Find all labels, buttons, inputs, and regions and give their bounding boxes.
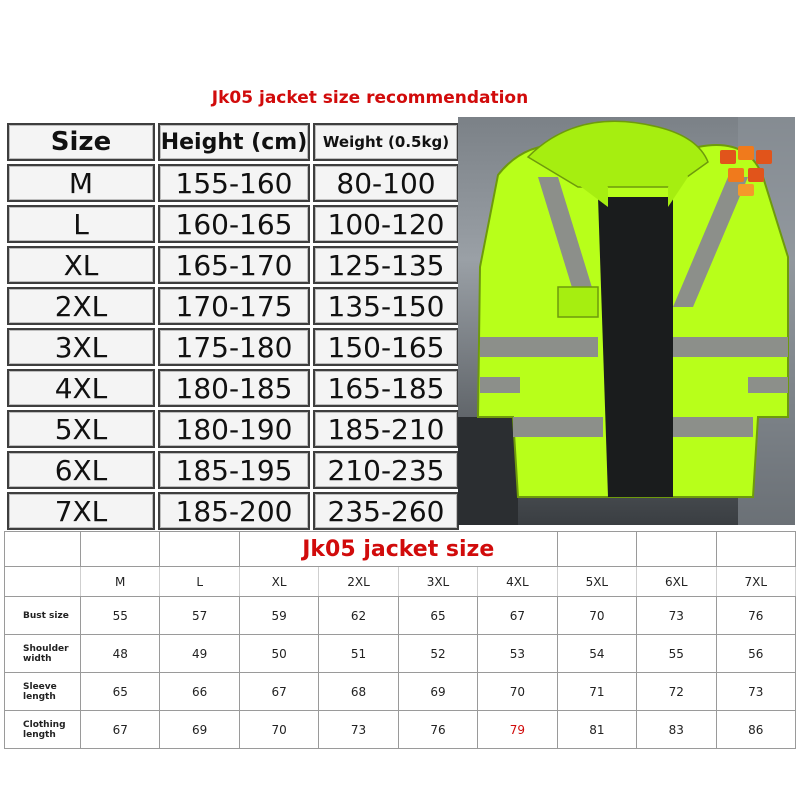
table-row [7, 451, 459, 489]
height-cell: 185-200 [158, 492, 310, 530]
table-row [7, 164, 459, 202]
column-header: 2XL [319, 567, 398, 597]
value-cell: 72 [637, 673, 716, 711]
jacket-size-table [4, 531, 796, 749]
table-row [7, 205, 459, 243]
size-cell: 5XL [7, 410, 155, 448]
value-cell: 81 [557, 711, 636, 749]
value-cell: 67 [239, 673, 318, 711]
value-cell: 62 [319, 597, 398, 635]
height-cell: 165-170 [158, 246, 310, 284]
value-cell: 76 [398, 711, 477, 749]
column-header: XL [239, 567, 318, 597]
column-header: 5XL [557, 567, 636, 597]
column-header: L [160, 567, 239, 597]
height-cell: 155-160 [158, 164, 310, 202]
value-cell: 73 [637, 597, 716, 635]
empty-cell [160, 532, 239, 567]
value-cell: 70 [239, 711, 318, 749]
value-cell: 53 [478, 635, 557, 673]
weight-cell: 125-135 [313, 246, 459, 284]
weight-cell: 235-260 [313, 492, 459, 530]
value-cell: 76 [716, 597, 796, 635]
weight-cell: 135-150 [313, 287, 459, 325]
weight-cell: 150-165 [313, 328, 459, 366]
size-cell: 3XL [7, 328, 155, 366]
value-cell: 65 [81, 673, 160, 711]
value-cell: 54 [557, 635, 636, 673]
header-size: Size [7, 123, 155, 161]
size-cell: XL [7, 246, 155, 284]
size-cell: 7XL [7, 492, 155, 530]
value-cell: 51 [319, 635, 398, 673]
value-cell: 55 [81, 597, 160, 635]
height-cell: 160-165 [158, 205, 310, 243]
value-cell: 73 [716, 673, 796, 711]
empty-cell [5, 567, 81, 597]
weight-cell: 165-185 [313, 369, 459, 407]
size-columns-row [5, 567, 796, 597]
value-cell: 48 [81, 635, 160, 673]
value-cell: 70 [478, 673, 557, 711]
size-table-title-row [5, 532, 796, 567]
size-cell: 6XL [7, 451, 155, 489]
header-height: Height (cm) [158, 123, 310, 161]
value-cell: 86 [716, 711, 796, 749]
column-header: 3XL [398, 567, 477, 597]
row-label-shoulder: Shoulder width [5, 635, 81, 673]
height-cell: 170-175 [158, 287, 310, 325]
column-header: M [81, 567, 160, 597]
height-cell: 175-180 [158, 328, 310, 366]
value-cell: 55 [637, 635, 716, 673]
puzzle-logo-icon [716, 140, 776, 200]
value-cell: 67 [478, 597, 557, 635]
size-recommendation-table [4, 120, 462, 533]
value-cell: 83 [637, 711, 716, 749]
value-cell: 65 [398, 597, 477, 635]
value-cell: 70 [557, 597, 636, 635]
empty-cell [5, 532, 81, 567]
value-cell: 66 [160, 673, 239, 711]
value-cell: 73 [319, 711, 398, 749]
empty-cell [557, 532, 636, 567]
size-cell: L [7, 205, 155, 243]
table-row [7, 328, 459, 366]
column-header: 4XL [478, 567, 557, 597]
value-cell: 56 [716, 635, 796, 673]
size-table-title: Jk05 jacket size [239, 532, 557, 567]
empty-cell [716, 532, 796, 567]
column-header: 7XL [716, 567, 796, 597]
height-cell: 185-195 [158, 451, 310, 489]
table-row [7, 246, 459, 284]
table-row [5, 635, 796, 673]
value-cell: 71 [557, 673, 636, 711]
table-row [7, 492, 459, 530]
size-cell: 2XL [7, 287, 155, 325]
recommendation-title: Jk05 jacket size recommendation [211, 88, 529, 108]
table-row [7, 369, 459, 407]
weight-cell: 210-235 [313, 451, 459, 489]
value-cell: 67 [81, 711, 160, 749]
table-row [5, 711, 796, 749]
value-cell: 57 [160, 597, 239, 635]
row-label-clothing: Clothing length [5, 711, 81, 749]
row-label-bust: Bust size [5, 597, 81, 635]
table-header-row [7, 123, 459, 161]
value-cell: 69 [160, 711, 239, 749]
table-row [7, 410, 459, 448]
table-row [7, 287, 459, 325]
empty-cell [81, 532, 160, 567]
value-cell: 49 [160, 635, 239, 673]
weight-cell: 100-120 [313, 205, 459, 243]
weight-cell: 185-210 [313, 410, 459, 448]
weight-cell: 80-100 [313, 164, 459, 202]
value-cell: 50 [239, 635, 318, 673]
height-cell: 180-185 [158, 369, 310, 407]
size-cell: M [7, 164, 155, 202]
column-header: 6XL [637, 567, 716, 597]
row-label-sleeve: Sleeve length [5, 673, 81, 711]
value-cell: 52 [398, 635, 477, 673]
value-cell: 69 [398, 673, 477, 711]
table-row [5, 597, 796, 635]
value-cell-highlighted: 79 [478, 711, 557, 749]
value-cell: 59 [239, 597, 318, 635]
height-cell: 180-190 [158, 410, 310, 448]
empty-cell [637, 532, 716, 567]
table-row [5, 673, 796, 711]
size-cell: 4XL [7, 369, 155, 407]
header-weight: Weight (0.5kg) [313, 123, 459, 161]
value-cell: 68 [319, 673, 398, 711]
